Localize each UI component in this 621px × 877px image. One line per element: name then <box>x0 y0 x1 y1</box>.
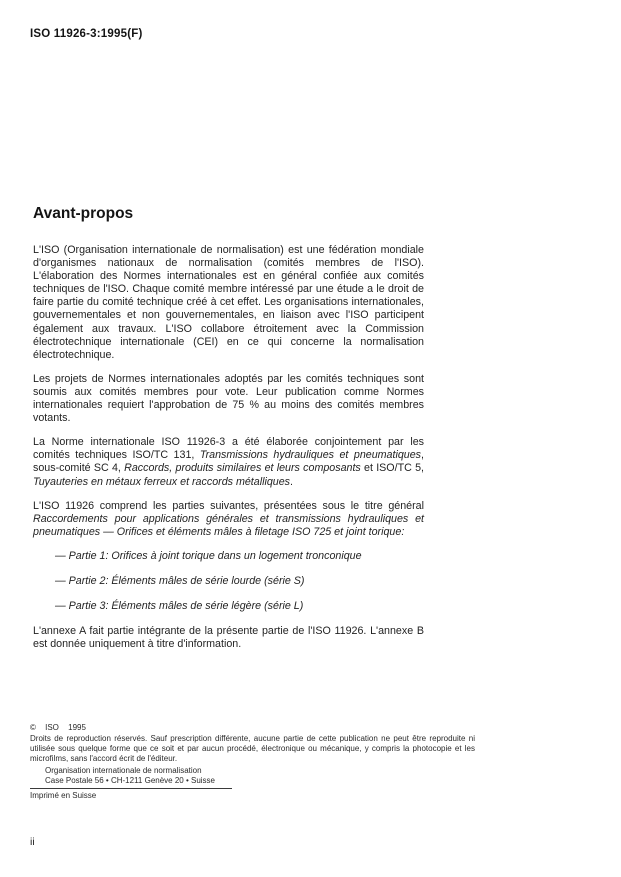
text-run-italic: Raccordements pour applications générales et transmissions hydrauliques et pneumatiques — Orifices et éléments mâles à filetage ISO 725 et joint torique: <box>33 512 424 538</box>
paragraph-annexes: L'annexe A fait partie intégrante de la présente partie de l'ISO 11926. L'annexe B est donnée uniquement à titre d'information. <box>33 625 424 651</box>
publisher-address: Case Postale 56 • CH-1211 Genève 20 • Suisse <box>45 775 215 785</box>
paragraph-parts-intro <box>33 500 424 539</box>
text-run-italic: Tuyauteries en métaux ferreux et raccords métalliques <box>33 475 291 488</box>
text-run: L'ISO 11926 comprend les parties suivantes, présentées sous le titre général <box>33 499 424 512</box>
text-run-italic: Raccords, produits similaires et leurs composants <box>124 462 361 475</box>
list-item-part-2: — Partie 2: Éléments mâles de série lourde (série S) <box>55 574 305 587</box>
text-run-italic: Transmissions hydrauliques et pneumatiques <box>199 449 422 462</box>
paragraph-iso-federation: L'ISO (Organisation internationale de normalisation) est une fédération mondiale d'organismes nationaux de normalisation (comités membres de l'ISO). L'élaboration des Normes internationales est en général confiée aux comités techniques de l'ISO. Chaque comité membre intéressé par une étude a le droit de faire partie du comité technique créé à cet effet. Les organisations internationales, gouvernementales et non gouvernementales, en liaison avec l'ISO participent également aux travaux. L'ISO collabore étroitement avec la Commission électrotechnique internationale (CEI) en ce qui concerne la normalisation électrotechnique. <box>33 244 424 361</box>
text-run: La Norme internationale ISO 11926-3 a été élaborée conjointement par les comités techniques ISO/TC 131, <box>33 436 424 462</box>
paragraph-draft-votes: Les projets de Normes internationales adoptés par les comités techniques sont soumis aux comités membres pour vote. Leur publication comme Normes internationales requiert l'approbation de 75 % au moins des comités membres votants. <box>33 372 424 425</box>
publisher-block <box>45 766 478 785</box>
foreword-section <box>33 205 424 662</box>
publisher-name: Organisation internationale de normalisation <box>45 766 202 776</box>
copyright-line: © ISO 1995 <box>30 723 86 732</box>
document-reference: ISO 11926-3:1995(F) <box>30 28 143 40</box>
page-number: ii <box>30 836 35 848</box>
list-item-part-3: — Partie 3: Éléments mâles de série légère (série L) <box>55 600 304 613</box>
paragraph-committees <box>33 436 424 488</box>
section-heading: Avant-propos <box>33 205 134 222</box>
footer-divider <box>30 788 232 789</box>
reproduction-rights-text: Droits de reproduction réservés. Sauf prescription différente, aucune partie de cette publication ne peut être reproduite ni utilisée sous quelque forme que ce soit et par aucun procédé, électronique ou mécanique, y compris la photocopie et les microfilms, sans l'accord écrit de l'éditeur. <box>30 734 475 763</box>
text-run: et ISO/TC 5, <box>360 462 424 475</box>
printed-in-notice: Imprimé en Suisse <box>30 790 97 800</box>
parts-list <box>33 550 424 613</box>
imprint-footer <box>30 723 478 801</box>
list-item-part-1: — Partie 1: Orifices à joint torique dans un logement tronconique <box>55 549 362 562</box>
text-run: , sous-comité SC 4, <box>33 449 424 475</box>
text-run: . <box>290 475 293 488</box>
